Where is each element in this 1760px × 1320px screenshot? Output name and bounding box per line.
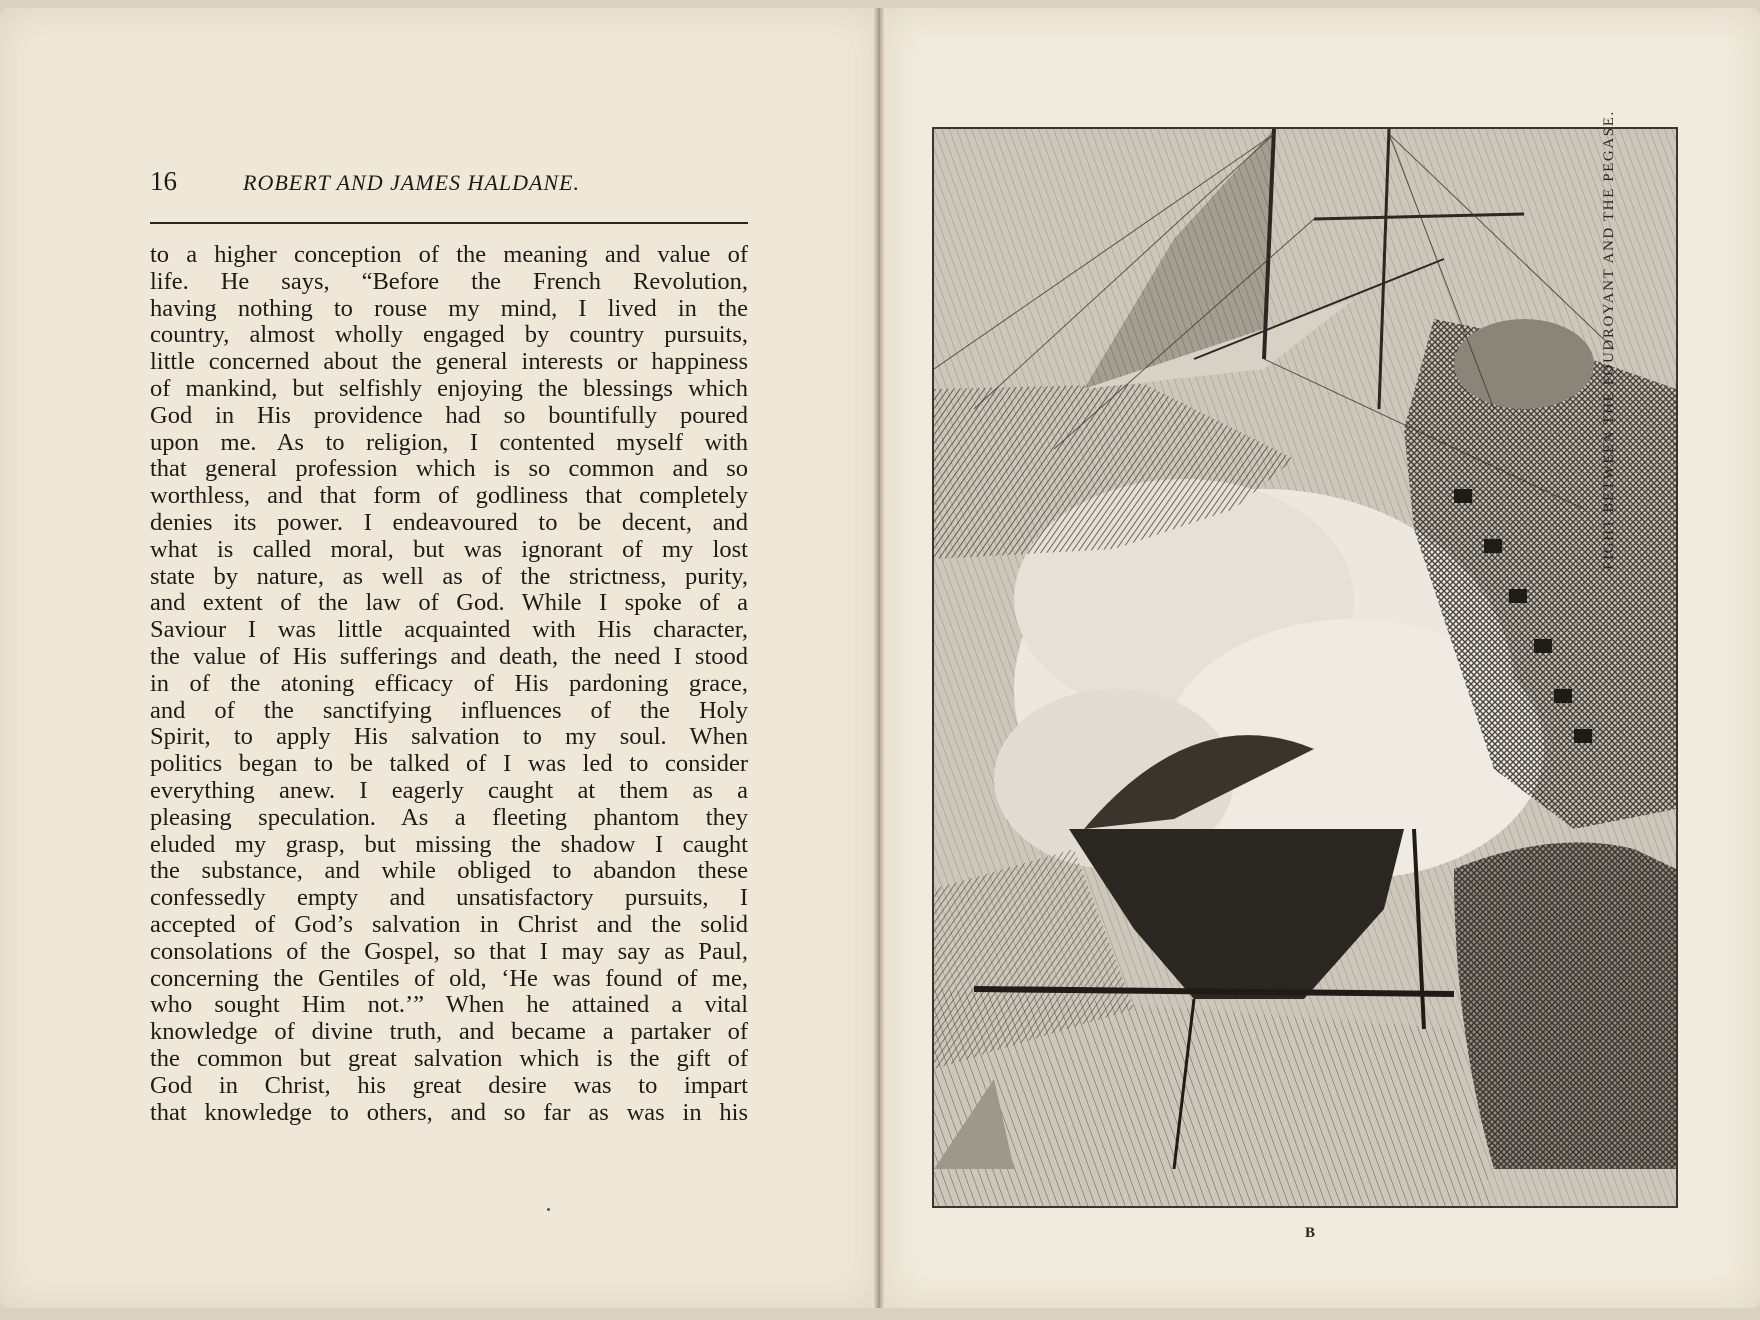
plate-caption: FIGHT BETWEEN THE FOUDROYANT AND THE PEGASE. [1601,110,1617,570]
running-head [150,166,750,200]
text-line: confessedly empty and unsatisfactory pursuits, I [150,884,748,912]
text-line: denies its power. I endeavoured to be decent, and [150,508,748,536]
text-line: of mankind, but selfishly enjoying the blessings which [150,374,748,402]
signature-mark: B [1305,1225,1316,1241]
text-line: in of the atoning efficacy of His pardoning grace, [150,669,748,697]
engraved-plate [932,127,1678,1208]
text-line: politics began to be talked of I was led to consider [150,750,748,778]
text-line: Spirit, to apply His salvation to my soul. When [150,723,748,751]
text-line: worthless, and that form of godliness that completely [150,482,748,510]
text-line: to a higher conception of the meaning and value of [150,241,748,268]
text-line: eluded my grasp, but missing the shadow I caught [150,830,748,858]
text-line: what is called moral, but was ignorant of my lost [150,535,748,563]
naval-battle-engraving [934,129,1676,1206]
text-line: pleasing speculation. As a fleeting phantom they [150,803,748,831]
text-line: the common but great salvation which is the gift of [150,1044,748,1072]
text-line: everything anew. I eagerly caught at them as a [150,776,748,804]
text-line: consolations of the Gospel, so that I may say as Paul, [150,937,748,965]
text-line: God in His providence had so bountifully poured [150,401,748,429]
text-line: state by nature, as well as of the strictness, purity, [150,562,748,590]
text-line: little concerned about the general interests or happiness [150,348,748,376]
text-line: and of the sanctifying influences of the Holy [150,696,748,724]
text-line: knowledge of divine truth, and became a partaker of [150,1018,748,1046]
text-line: the substance, and while obliged to abandon these [150,857,748,885]
text-line: God in Christ, his great desire was to impart [150,1071,748,1099]
page-number: 16 [150,166,177,196]
text-line: having nothing to rouse my mind, I lived in the [150,294,748,322]
running-title: ROBERT AND JAMES HALDANE. [243,170,581,195]
text-line: upon me. As to religion, I contented myself with [150,428,748,456]
text-line: concerning the Gentiles of old, ‘He was found of me, [150,964,748,992]
ink-speck [547,1208,550,1211]
header-rule [150,222,748,224]
text-line: who sought Him not.’” When he attained a vital [150,991,748,1019]
text-line: life. He says, “Before the French Revolution, [150,267,748,295]
text-line: country, almost wholly engaged by country pursuits, [150,321,748,349]
text-line: the value of His sufferings and death, the need I stood [150,642,748,670]
text-line: that knowledge to others, and so far as was in his [150,1098,748,1126]
book-gutter [872,8,886,1308]
text-line: that general profession which is so common and so [150,455,748,483]
text-line: Saviour I was little acquainted with His character, [150,616,748,644]
text-line: accepted of God’s salvation in Christ and the solid [150,910,748,938]
text-line: and extent of the law of God. While I spoke of a [150,589,748,617]
body-text [150,242,748,1132]
